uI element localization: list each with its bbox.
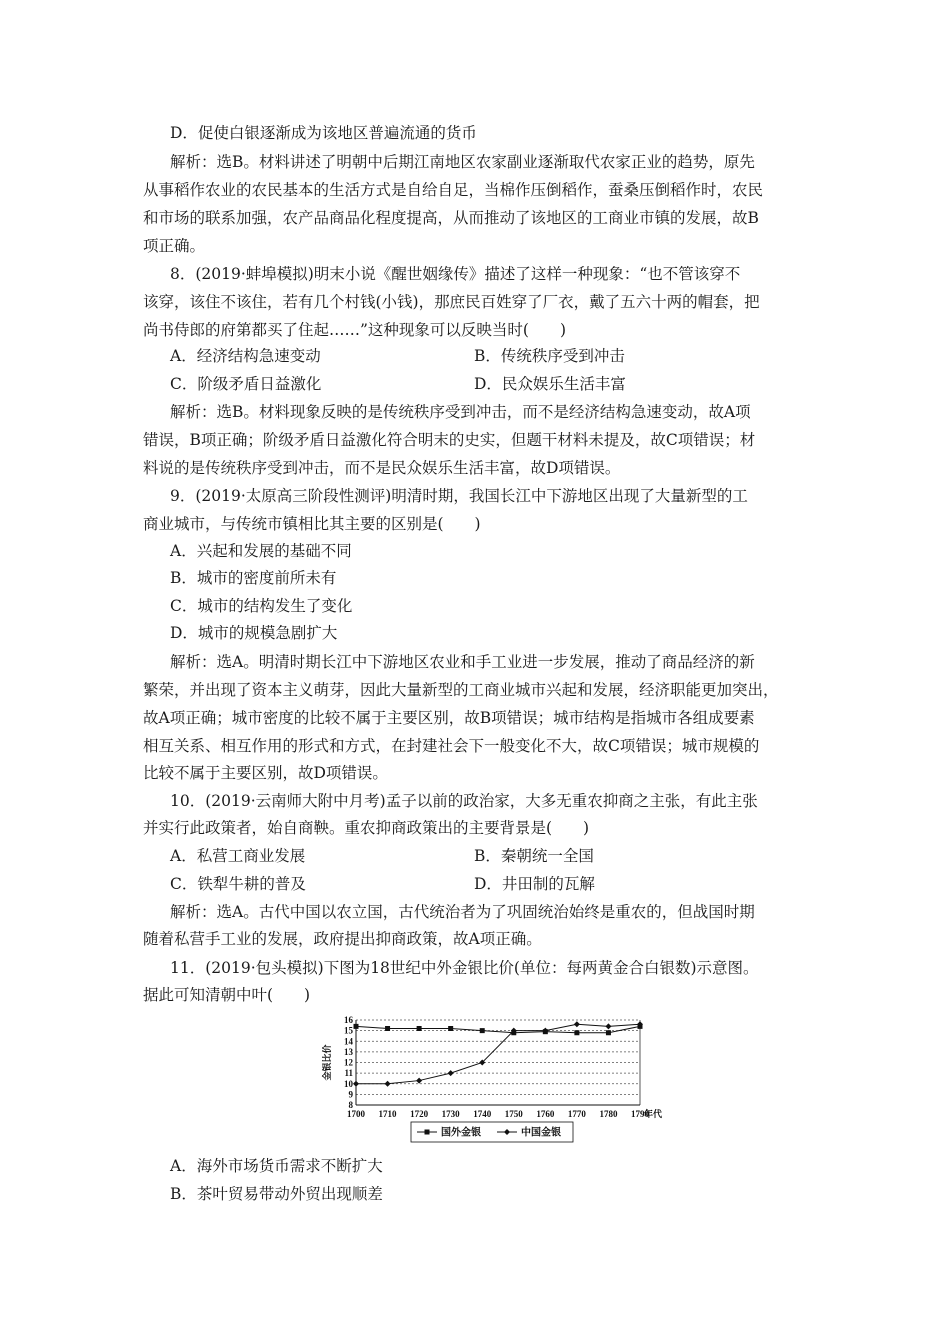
question-10-line1: 10．(2019·云南师大附中月考)孟子以前的政治家，大多无重农抑商之主张，有此主张 bbox=[170, 792, 758, 810]
explanation-q7-line1: 解析：选B。材料讲述了明朝中后期江南地区农家副业逐渐取代农家正业的趋势，原先 bbox=[170, 153, 755, 171]
option-b-q11: B．茶叶贸易带动外贸出现顺差 bbox=[170, 1185, 383, 1203]
x-tick-label: 1730 bbox=[441, 1109, 460, 1119]
y-tick-label: 10 bbox=[344, 1078, 353, 1089]
x-tick-label: 1700 bbox=[347, 1109, 365, 1119]
data-point-diamond bbox=[385, 1081, 391, 1087]
data-point-square bbox=[385, 1026, 390, 1031]
option-c-q8: C．阶级矛盾日益激化 bbox=[170, 375, 322, 393]
y-tick-label: 8 bbox=[348, 1100, 353, 1110]
legend-label-1: 国外金银 bbox=[441, 1127, 481, 1139]
option-d-q10: D．井田制的瓦解 bbox=[474, 875, 595, 893]
y-tick-label: 11 bbox=[344, 1068, 353, 1079]
explanation-q10-line1: 解析：选A。古代中国以农立国，古代统治者为了巩固统治始终是重农的，但战国时期 bbox=[170, 903, 755, 921]
explanation-q9-line3: 故A项正确；城市密度的比较不属于主要区别，故B项错误；城市结构是指城市各组成要素 bbox=[143, 709, 755, 727]
y-tick-label: 16 bbox=[344, 1015, 353, 1025]
explanation-q7-line2: 从事稻作农业的农民基本的生活方式是自给自足，当棉作压倒稻作，蚕桑压倒稻作时，农民 bbox=[143, 181, 764, 199]
y-tick-label: 14 bbox=[344, 1036, 353, 1047]
explanation-q9-line2: 繁荣，并出现了资本主义萌芽，因此大量新型的工商业城市兴起和发展，经济职能更加突出， bbox=[143, 681, 779, 699]
legend-marker-square bbox=[425, 1130, 430, 1135]
chart-svg bbox=[318, 1012, 668, 1152]
y-axis-label: 金银比价 bbox=[322, 1044, 332, 1081]
explanation-q9-line4: 相互关系、相互作用的形式和方式，在封建社会下一般变化不大，故C项错误；城市规模的 bbox=[143, 737, 760, 755]
x-tick-label: 1780 bbox=[599, 1109, 618, 1119]
x-tick-label: 1740 bbox=[473, 1109, 492, 1119]
y-tick-label: 15 bbox=[344, 1025, 353, 1036]
x-tick-label: 1710 bbox=[378, 1109, 397, 1119]
data-point-square bbox=[606, 1030, 611, 1035]
data-point-diamond bbox=[448, 1070, 454, 1076]
explanation-q9-line1: 解析：选A。明清时期长江中下游地区农业和手工业进一步发展，推动了商品经济的新 bbox=[170, 653, 755, 671]
data-point-square bbox=[354, 1024, 359, 1029]
option-c-q9: C．城市的结构发生了变化 bbox=[170, 597, 353, 615]
question-8-line3: 尚书侍郎的府第都买了住起……”这种现象可以反映当时( ) bbox=[143, 321, 567, 339]
data-point-square bbox=[417, 1026, 422, 1031]
explanation-q7-line4: 项正确。 bbox=[143, 237, 206, 255]
question-9-line2: 商业城市，与传统市镇相比其主要的区别是( ) bbox=[143, 515, 481, 533]
data-point-diamond bbox=[416, 1078, 422, 1084]
y-tick-label: 9 bbox=[348, 1089, 353, 1100]
x-tick-label: 1750 bbox=[504, 1109, 523, 1119]
data-point-diamond bbox=[574, 1021, 580, 1027]
x-tick-label: 1720 bbox=[410, 1109, 429, 1119]
x-tick-label: 1770 bbox=[567, 1109, 586, 1119]
explanation-q7-line3: 和市场的联系加强，农产品商品化程度提高，从而推动了该地区的工商业市镇的发展，故B bbox=[143, 209, 759, 227]
option-d-q9: D．城市的规模急剧扩大 bbox=[170, 624, 338, 642]
data-point-diamond bbox=[353, 1081, 359, 1087]
option-c-q10: C．铁犁牛耕的普及 bbox=[170, 875, 306, 893]
data-point-square bbox=[448, 1026, 453, 1031]
question-9-line1: 9．(2019·太原高三阶段性测评)明清时期，我国长江中下游地区出现了大量新型的工 bbox=[170, 487, 748, 505]
option-d-q8: D．民众娱乐生活丰富 bbox=[474, 375, 626, 393]
data-point-square bbox=[574, 1030, 579, 1035]
data-point-square bbox=[480, 1028, 485, 1033]
question-8-line1: 8．(2019·蚌埠模拟)明末小说《醒世姻缘传》描述了这样一种现象：“也不管该穿不 bbox=[170, 265, 741, 283]
explanation-q8-line1: 解析：选B。材料现象反映的是传统秩序受到冲击，而不是经济结构急速变动，故A项 bbox=[170, 403, 751, 421]
x-axis-label: 年代 bbox=[644, 1109, 663, 1119]
explanation-q10-line2: 随着私营手工业的发展，政府提出抑商政策，故A项正确。 bbox=[143, 930, 542, 948]
option-a-q8: A．经济结构急速变动 bbox=[170, 347, 321, 365]
option-b-q9: B．城市的密度前所未有 bbox=[170, 569, 337, 587]
series-line-1 bbox=[356, 1026, 640, 1032]
question-8-line2: 该穿，该住不该住，若有几个村钱(小钱)，那庶民百姓穿了厂衣，戴了五六十两的帽套，把 bbox=[143, 293, 760, 311]
option-d-q7: D．促使白银逐渐成为该地区普遍流通的货币 bbox=[170, 124, 477, 142]
y-tick-label: 13 bbox=[344, 1046, 353, 1057]
explanation-q8-line3: 料说的是传统秩序受到冲击，而不是民众娱乐生活丰富，故D项错误。 bbox=[143, 459, 621, 477]
explanation-q8-line2: 错误，B项正确；阶级矛盾日益激化符合明末的史实，但题干材料未提及，故C项错误；材 bbox=[143, 431, 756, 449]
gold-silver-ratio-chart bbox=[318, 1012, 668, 1152]
explanation-q9-line5: 比较不属于主要区别，故D项错误。 bbox=[143, 764, 388, 782]
question-10-line2: 并实行此政策者，始自商鞅。重农抑商政策出的主要背景是( ) bbox=[143, 819, 590, 837]
x-tick-label: 1790 bbox=[631, 1109, 649, 1119]
y-tick-label: 12 bbox=[344, 1057, 353, 1068]
x-tick-label: 1760 bbox=[536, 1109, 555, 1119]
legend-label-2: 中国金银 bbox=[521, 1127, 561, 1139]
option-b-q10: B．秦朝统一全国 bbox=[474, 847, 594, 865]
data-point-diamond bbox=[605, 1023, 611, 1029]
option-b-q8: B．传统秩序受到冲击 bbox=[474, 347, 625, 365]
question-11-line1: 11．(2019·包头模拟)下图为18世纪中外金银比价(单位：每两黄金合白银数)示意图。 bbox=[170, 959, 759, 977]
option-a-q10: A．私营工商业发展 bbox=[170, 847, 306, 865]
option-a-q9: A．兴起和发展的基础不同 bbox=[170, 542, 352, 560]
option-a-q11: A．海外市场货币需求不断扩大 bbox=[170, 1157, 383, 1175]
question-11-line2: 据此可知清朝中叶( ) bbox=[143, 986, 311, 1004]
